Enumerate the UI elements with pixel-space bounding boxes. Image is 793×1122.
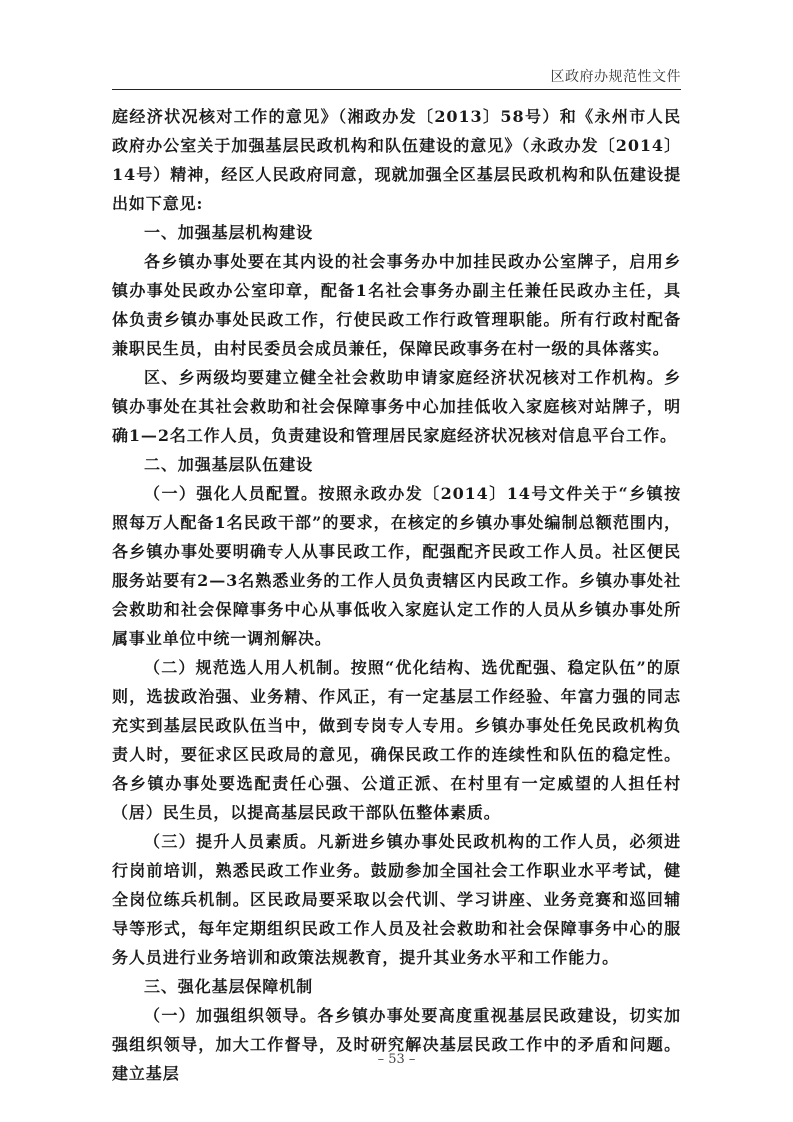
- document-body: [112, 102, 681, 1088]
- body-paragraph: 区、乡两级均要建立健全社会救助申请家庭经济状况核对工作机构。乡镇办事处在其社会救助和社会保障事务中心加挂低收入家庭核对站牌子，明确1—2名工作人员，负责建设和管理居民家庭经济状况核对信息平台工作。: [112, 368, 681, 445]
- body-paragraph: （一）加强组织领导。各乡镇办事处要高度重视基层民政建设，切实加强组织领导，加大工作督导，及时研究解决基层民政工作中的矛盾和问题。建立基层: [112, 1006, 681, 1083]
- body-paragraph: 各乡镇办事处要在其内设的社会事务办中加挂民政办公室牌子，启用乡镇办事处民政办公室印章，配备1名社会事务办副主任兼任民政办主任，具体负责乡镇办事处民政工作，行使民政工作行政管理职能。所有行政村配备兼职民生员，由村民委员会成员兼任，保障民政事务在村一级的具体落实。: [112, 252, 681, 358]
- header-title: 区政府办规范性文件: [550, 69, 681, 85]
- body-paragraph: 庭经济状况核对工作的意见》（湘政办发〔2013〕58号）和《永州市人民政府办公室关于加强基层民政机构和队伍建设的意见》（永政办发〔2014〕14号）精神，经区人民政府同意，现就加强全区基层民政机构和队伍建设提出如下意见:: [112, 107, 681, 213]
- section-heading: 二、加强基层队伍建设: [144, 455, 314, 474]
- section-heading: 一、加强基层机构建设: [144, 223, 314, 242]
- header-divider: [112, 89, 681, 90]
- body-paragraph: （三）提升人员素质。凡新进乡镇办事处民政机构的工作人员，必须进行岗前培训，熟悉民政工作业务。鼓励参加全国社会工作职业水平考试，健全岗位练兵机制。区民政局要采取以会代训、学习讲座、业务竞赛和巡回辅导等形式，每年定期组织民政工作人员及社会救助和社会保障事务中心的服务人员进行业务培训和政策法规教育，提升其业务水平和工作能力。: [112, 832, 681, 967]
- section-heading: 三、强化基层保障机制: [144, 977, 314, 996]
- page-number: – 53 –: [377, 1052, 416, 1067]
- body-paragraph: （二）规范选人用人机制。按照“优化结构、选优配强、稳定队伍”的原则，选拔政治强、业务精、作风正，有一定基层工作经验、年富力强的同志充实到基层民政队伍当中，做到专岗专人专用。乡镇办事处任免民政机构负责人时，要征求区民政局的意见，确保民政工作的连续性和队伍的稳定性。各乡镇办事处要选配责任心强、公道正派、在村里有一定威望的人担任村（居）民生员，以提高基层民政干部队伍整体素质。: [112, 658, 681, 822]
- body-paragraph: （一）强化人员配置。按照永政办发〔2014〕14号文件关于“乡镇按照每万人配备1名民政干部”的要求，在核定的乡镇办事处编制总额范围内，各乡镇办事处要明确专人从事民政工作，配强配齐民政工作人员。社区便民服务站要有2—3名熟悉业务的工作人员负责辖区内民政工作。乡镇办事处社会救助和社会保障事务中心从事低收入家庭认定工作的人员从乡镇办事处所属事业单位中统一调剂解决。: [112, 484, 681, 648]
